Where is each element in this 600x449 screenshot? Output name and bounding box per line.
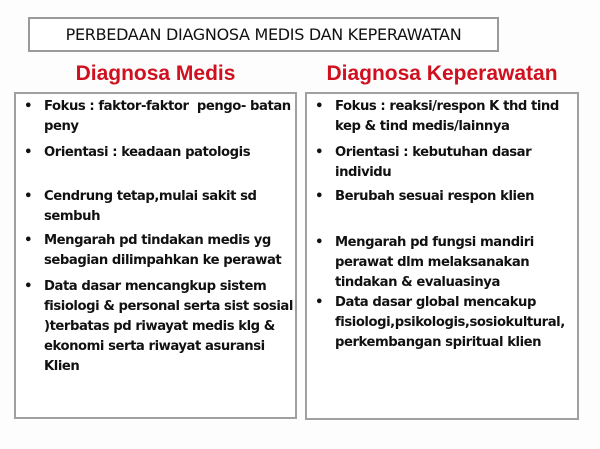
list-item-line: individu [335, 165, 392, 180]
panel-diagnosa-medis [14, 92, 297, 419]
list-item-line: )terbatas pd riwayat medis klg & [44, 319, 275, 334]
list-item-line: Fokus : faktor-faktor pengo- batan [44, 99, 291, 114]
bullet-icon: • [315, 145, 323, 160]
list-item-line: Cendrung tetap,mulai sakit sd [44, 189, 257, 204]
bullet-icon: • [24, 145, 32, 160]
list-item-line: ekonomi serta riwayat asuransi [44, 339, 265, 354]
list-item [307, 187, 577, 207]
list-item-line: perawat dlm melaksanakan [335, 255, 530, 270]
list-item [16, 97, 295, 137]
column-header-medis: Diagnosa Medis [75, 62, 236, 85]
column-header-keperawatan: Diagnosa Keperawatan [326, 62, 558, 85]
list-item-line: fisiologi & personal serta sist sosial [44, 299, 293, 314]
bullet-icon: • [24, 189, 32, 204]
list-item-line: Mengarah pd tindakan medis yg [44, 233, 271, 248]
bullet-icon: • [24, 279, 32, 294]
list-item-line: Mengarah pd fungsi mandiri [335, 235, 534, 250]
list-item-line: Berubah sesuai respon klien [335, 189, 535, 204]
list-item [16, 231, 295, 271]
list-item [307, 293, 577, 353]
list-item-line: Fokus : reaksi/respon K thd tind [335, 99, 559, 114]
list-item-line: Data dasar mencangkup sistem [44, 279, 267, 294]
list-item [16, 277, 295, 377]
bullet-icon: • [315, 99, 323, 114]
list-item [307, 233, 577, 293]
list-item-line: Klien [44, 359, 80, 374]
list-item-line: Orientasi : keadaan patologis [44, 145, 251, 160]
bullet-icon: • [24, 233, 32, 248]
title-box [28, 17, 499, 52]
list-item-line: kep & tind medis/lainnya [335, 119, 510, 134]
list-item-line: perkembangan spiritual klien [335, 335, 542, 350]
panel-diagnosa-keperawatan [305, 92, 579, 420]
list-item [16, 143, 295, 163]
list-item-line: Orientasi : kebutuhan dasar [335, 145, 532, 160]
list-item-line: peny [44, 119, 79, 134]
page-title: PERBEDAAN DIAGNOSA MEDIS DAN KEPERAWATAN [65, 25, 462, 44]
list-item-line: sembuh [44, 209, 101, 224]
bullet-icon: • [24, 99, 32, 114]
list-item-line: Data dasar global mencakup [335, 295, 536, 310]
list-item-line: tindakan & evaluasinya [335, 275, 500, 290]
list-item [307, 143, 577, 183]
list-item-line: sebagian dilimpahkan ke perawat [44, 253, 282, 268]
bullet-icon: • [315, 295, 323, 310]
list-item [307, 97, 577, 137]
bullet-icon: • [315, 235, 323, 250]
bullet-icon: • [315, 189, 323, 204]
list-item-line: fisiologi,psikologis,sosiokultural, [335, 315, 565, 330]
list-item [16, 187, 295, 227]
